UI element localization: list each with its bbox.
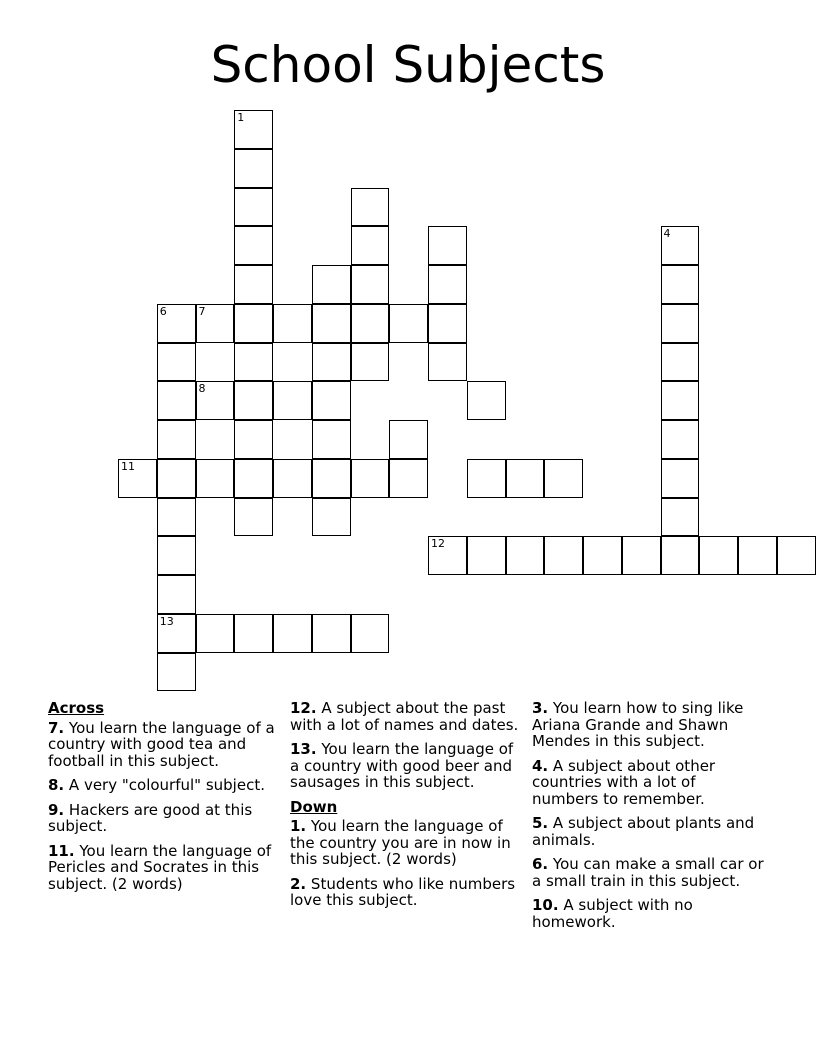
clues-column-2 <box>290 700 522 917</box>
grid-cell[interactable] <box>389 459 428 498</box>
cell-number: 13 <box>159 614 174 628</box>
grid-cell[interactable] <box>351 265 390 304</box>
clue-across-8 <box>48 777 280 794</box>
grid-cell[interactable] <box>234 226 273 265</box>
grid-cell[interactable] <box>273 304 312 343</box>
grid-cell[interactable] <box>118 459 157 498</box>
grid-cell[interactable] <box>738 536 777 575</box>
clue-text: You learn the language of Pericles and Socrates in this subject. (2 words) <box>48 841 272 893</box>
grid-cell[interactable] <box>273 614 312 653</box>
grid-cell[interactable] <box>661 459 700 498</box>
grid-cell[interactable] <box>544 459 583 498</box>
grid-cell[interactable] <box>273 381 312 420</box>
grid-cell[interactable] <box>622 536 661 575</box>
grid-cell[interactable] <box>428 536 467 575</box>
grid-cell[interactable] <box>234 343 273 382</box>
grid-cell[interactable] <box>661 343 700 382</box>
clue-number: 8. <box>48 776 65 794</box>
grid-cell[interactable] <box>351 304 390 343</box>
cell-number: 11 <box>121 459 135 473</box>
grid-cell[interactable] <box>157 459 196 498</box>
clue-number: 7. <box>48 718 65 737</box>
clue-text: You can make a small car or a small train in this subject. <box>532 855 764 890</box>
clue-down-2 <box>290 876 522 909</box>
clue-text: Hackers are good at this subject. <box>48 800 253 835</box>
grid-cell[interactable] <box>661 381 700 420</box>
cell-number: 6 <box>159 304 167 318</box>
grid-cell[interactable] <box>661 265 700 304</box>
cell-number: 1 <box>237 111 245 124</box>
grid-cell[interactable] <box>312 304 351 343</box>
grid-cell[interactable] <box>467 536 506 575</box>
grid-cell[interactable] <box>351 188 390 227</box>
clues-column-1 <box>48 700 280 900</box>
grid-cell[interactable] <box>157 614 196 653</box>
clue-text: You learn how to sing like Ariana Grande and Shawn Mendes in this subject. <box>532 699 744 750</box>
grid-cell[interactable] <box>234 614 273 653</box>
grid-cell[interactable] <box>196 614 235 653</box>
grid-cell[interactable] <box>234 265 273 304</box>
grid-cell[interactable] <box>583 536 622 575</box>
clue-across-11 <box>48 843 280 893</box>
clue-text: You learn the language of the country you are in now in this subject. (2 words) <box>290 817 511 868</box>
clue-number: 11. <box>48 841 75 860</box>
cell-number: 7 <box>198 304 206 318</box>
grid-cell[interactable] <box>157 575 196 614</box>
grid-cell[interactable] <box>312 265 351 304</box>
grid-cell[interactable] <box>661 420 700 459</box>
grid-cell[interactable] <box>312 420 351 459</box>
clue-text: You learn the language of a country with good tea and football in this subject. <box>48 718 275 770</box>
grid-cell[interactable] <box>196 381 235 420</box>
clue-number: 3. <box>532 699 549 717</box>
clue-down-1 <box>290 818 522 868</box>
grid-cell[interactable] <box>157 498 196 537</box>
clue-down-4 <box>532 758 764 808</box>
grid-cell[interactable] <box>699 536 738 575</box>
clue-number: 12. <box>290 699 317 717</box>
grid-cell[interactable] <box>196 459 235 498</box>
grid-cell[interactable] <box>157 420 196 459</box>
clue-text: A subject about plants and animals. <box>532 814 755 849</box>
grid-cell[interactable] <box>506 536 545 575</box>
grid-cell[interactable] <box>777 536 816 575</box>
grid-cell[interactable] <box>389 304 428 343</box>
clue-across-13 <box>290 741 522 791</box>
clue-number: 13. <box>290 740 317 758</box>
grid-cell[interactable] <box>428 343 467 382</box>
grid-cell[interactable] <box>544 536 583 575</box>
grid-cell[interactable] <box>312 343 351 382</box>
clue-down-6 <box>532 856 764 889</box>
grid-cell[interactable] <box>351 459 390 498</box>
grid-cell[interactable] <box>234 381 273 420</box>
page-title: School Subjects <box>210 36 606 94</box>
grid-cell[interactable] <box>312 498 351 537</box>
clue-number: 5. <box>532 814 549 832</box>
clue-across-12 <box>290 700 522 733</box>
clue-number: 9. <box>48 800 65 819</box>
grid-cell[interactable] <box>157 536 196 575</box>
clue-number: 10. <box>532 896 559 914</box>
clue-text: A subject about the past with a lot of names and dates. <box>290 699 519 734</box>
grid-cell[interactable] <box>234 188 273 227</box>
clue-text: A subject about other countries with a lot of numbers to remember. <box>532 756 716 808</box>
grid-cell[interactable] <box>157 381 196 420</box>
grid-cell[interactable] <box>467 459 506 498</box>
grid-cell[interactable] <box>157 304 196 343</box>
clue-down-5 <box>532 815 764 848</box>
across-heading: Across <box>48 699 105 717</box>
clue-text: Students who like numbers love this subject. <box>290 874 516 909</box>
clue-number: 4. <box>532 756 549 775</box>
grid-cell[interactable] <box>157 653 196 692</box>
clue-across-7 <box>48 720 280 770</box>
clue-across-9 <box>48 802 280 835</box>
clue-number: 2. <box>290 874 307 893</box>
grid-cell[interactable] <box>428 226 467 265</box>
grid-cell[interactable] <box>234 459 273 498</box>
grid-cell[interactable] <box>351 226 390 265</box>
clue-down-10 <box>532 897 764 930</box>
grid-cell[interactable] <box>428 304 467 343</box>
grid-cell[interactable] <box>661 226 700 265</box>
grid-cell[interactable] <box>234 149 273 188</box>
cell-number: 4 <box>663 227 671 241</box>
grid-cell[interactable] <box>312 459 351 498</box>
clue-number: 6. <box>532 855 549 873</box>
clue-text: A subject with no homework. <box>532 896 693 931</box>
grid-cell[interactable] <box>661 536 700 575</box>
grid-cell[interactable] <box>234 498 273 537</box>
cell-number: 12 <box>431 537 445 551</box>
clue-down-3 <box>532 700 764 750</box>
clues-column-3 <box>532 700 764 938</box>
grid-cell[interactable] <box>234 304 273 343</box>
clue-number: 1. <box>290 817 307 835</box>
grid-cell[interactable] <box>312 381 351 420</box>
grid-cell[interactable] <box>428 265 467 304</box>
grid-cell[interactable] <box>506 459 545 498</box>
down-heading: Down <box>290 797 338 816</box>
grid-cell[interactable] <box>273 459 312 498</box>
grid-cell[interactable] <box>234 420 273 459</box>
grid-cell[interactable] <box>234 110 273 149</box>
cell-number: 8 <box>198 382 206 396</box>
grid-cell[interactable] <box>661 498 700 537</box>
grid-cell[interactable] <box>196 304 235 343</box>
grid-cell[interactable] <box>389 420 428 459</box>
clue-text: A very "colourful" subject. <box>68 776 265 794</box>
grid-cell[interactable] <box>661 304 700 343</box>
grid-cell[interactable] <box>351 614 390 653</box>
grid-cell[interactable] <box>351 343 390 382</box>
clue-text: You learn the language of a country with good beer and sausages in this subject. <box>290 740 514 791</box>
grid-cell[interactable] <box>157 343 196 382</box>
grid-cell[interactable] <box>467 381 506 420</box>
grid-cell[interactable] <box>312 614 351 653</box>
